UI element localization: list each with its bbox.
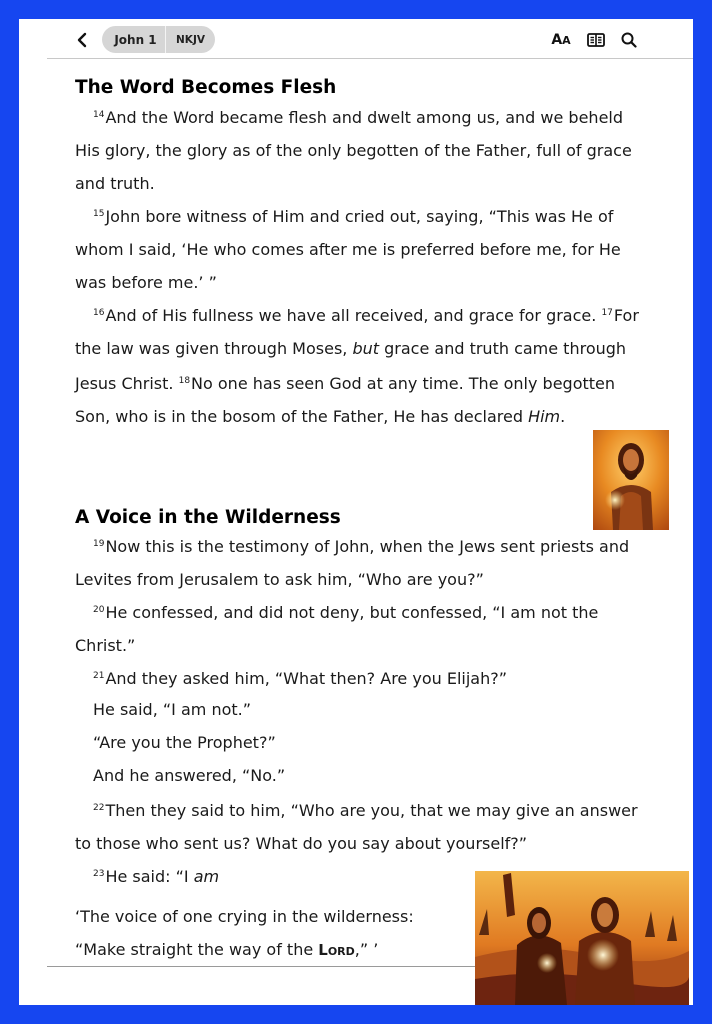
verse-text: .	[560, 407, 566, 426]
verse-text: And they asked him, “What then? Are you Elijah?”	[105, 669, 508, 688]
verse-text: Then they said to him, “Who are you, that we may give an answer to those who sent us? What do you say about yourself?”	[75, 801, 638, 853]
toolbar-divider	[47, 58, 693, 59]
verse-number: 17	[601, 308, 613, 318]
baptism-illustration[interactable]	[475, 871, 689, 1005]
verse-line: “Are you the Prophet?”	[93, 733, 276, 752]
verse-line: And he answered, “No.”	[93, 766, 286, 785]
italic-word: Him	[528, 407, 561, 426]
passage-selector	[102, 26, 215, 53]
quotation-line	[75, 933, 378, 967]
verse-text: John bore witness of Him and cried out, saying, “This was He of whom I said, ‘He who comes after me is preferred before me, for He was before me.’ ”	[75, 207, 621, 292]
section-heading: The Word Becomes Flesh	[75, 77, 337, 98]
verse-number: 20	[93, 605, 105, 615]
verse-number: 16	[93, 308, 105, 318]
verse-19	[75, 528, 650, 596]
text-size-button[interactable]	[551, 31, 571, 49]
verse-22	[75, 792, 650, 860]
reader-page	[19, 19, 693, 1005]
verse-text: And of His fullness we have all received, and grace for grace.	[105, 306, 597, 325]
verse-text: He confessed, and did not deny, but confessed, “I am not the Christ.”	[75, 603, 599, 655]
chevron-left-icon	[76, 32, 88, 48]
verse-number: 14	[93, 110, 105, 120]
quotation-text: ,” ’	[354, 940, 379, 959]
italic-word: am	[193, 867, 220, 886]
verse-23	[93, 858, 219, 893]
quotation-line: ‘The voice of one crying in the wilderness:	[75, 907, 414, 926]
verse-text: Now this is the testimony of John, when the Jews sent priests and Levites from Jerusalem to ask him, “Who are you?”	[75, 537, 630, 589]
verse-number: 22	[93, 803, 105, 813]
verse-text: No one has seen God at any time. The only begotten Son, who is in the bosom of the Father, He has declared	[75, 374, 616, 426]
quotation-text: “Make straight the way of the	[75, 940, 319, 959]
verse-number: 15	[93, 209, 105, 219]
text-size-icon-small: A	[562, 33, 571, 47]
section-heading: A Voice in the Wilderness	[75, 507, 341, 528]
version-button[interactable]: NKJV	[176, 33, 205, 46]
verse-20	[75, 594, 650, 662]
verse-15	[75, 198, 650, 299]
library-button[interactable]	[586, 31, 606, 49]
footer-divider	[47, 966, 477, 967]
text-size-icon-large: A	[551, 32, 563, 48]
verse-number: 18	[178, 376, 191, 386]
italic-word: but	[352, 339, 380, 358]
verse-text: For the law was given through Moses,	[75, 306, 639, 358]
verse-21	[75, 660, 650, 695]
book-chapter-button[interactable]: John 1	[114, 32, 157, 47]
search-icon	[621, 32, 637, 48]
jesus-illustration[interactable]	[593, 430, 669, 530]
verse-number: 19	[93, 539, 105, 549]
verse-14	[75, 99, 650, 200]
verse-text: He said: “I	[105, 867, 194, 886]
verse-text: And the Word became flesh and dwelt among us, and we beheld His glory, the glory as of the only begotten of the Father, full of grace and truth.	[75, 108, 632, 193]
divine-name: Lord	[318, 941, 355, 959]
back-button[interactable]	[73, 31, 91, 49]
verse-text: grace and truth came through Jesus Christ.	[75, 339, 627, 393]
search-button[interactable]	[620, 31, 638, 49]
verse-number: 23	[93, 869, 105, 879]
verses-16-18	[75, 297, 650, 433]
book-icon	[587, 33, 605, 47]
reader-toolbar	[19, 19, 693, 59]
verse-line: He said, “I am not.”	[93, 700, 252, 719]
verse-number: 21	[93, 671, 105, 681]
